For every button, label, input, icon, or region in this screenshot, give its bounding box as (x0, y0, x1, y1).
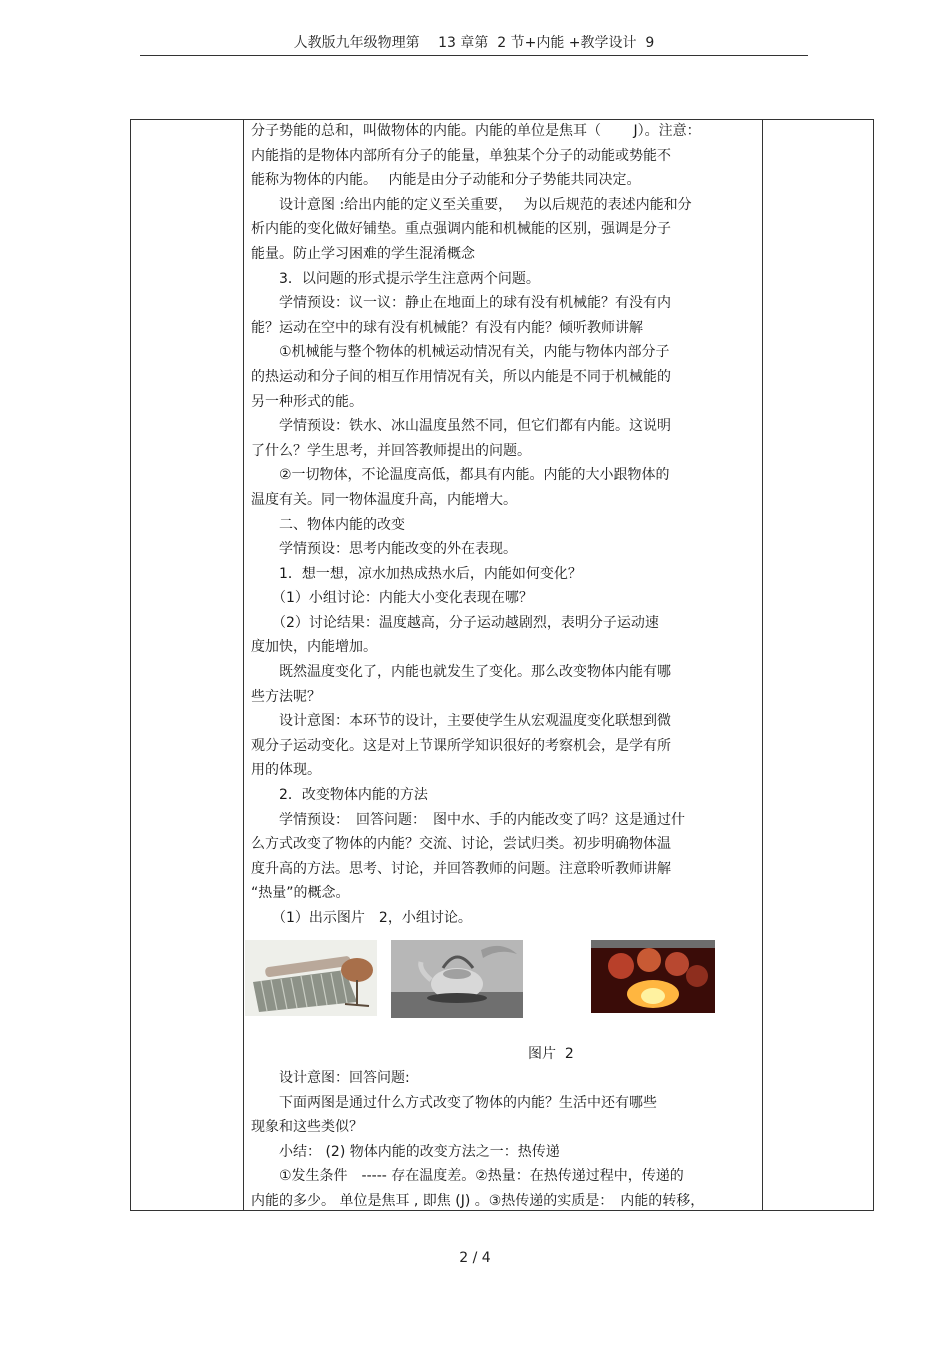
text-line: （2）讨论结果：温度越高，分子运动越剧烈，表明分子运动速 (251, 614, 659, 631)
text-line: 设计意图：本环节的设计，主要使学生从宏观温度变化联想到微 (251, 713, 671, 730)
text-line: 学情预设： 回答问题： 图中水、手的内能改变了吗？这是通过什 (251, 811, 685, 828)
text-line: 观分子运动变化。这是对上节课所学知识很好的考察机会，是学有所 (251, 737, 671, 754)
text-line: 分子势能的总和，叫做物体的内能。内能的单位是焦耳（ J）。注意： (251, 123, 701, 139)
text-line: 2．改变物体内能的方法 (251, 787, 428, 804)
text-line: 的热运动和分子间的相互作用情况有关，所以内能是不同于机械能的 (251, 368, 671, 385)
text-line: 学情预设：铁水、冰山温度虽然不同，但它们都有内能。这说明 (251, 418, 671, 435)
text-line: 析内能的变化做好铺垫。重点强调内能和机械能的区别，强调是分子 (251, 221, 671, 238)
table-column-divider-right (762, 119, 763, 1211)
text-line: 1．想一想，凉水加热成热水后，内能如何变化？ (251, 565, 582, 582)
text-line: 温度有关。同一物体温度升高，内能增大。 (251, 491, 517, 508)
figure-images (243, 938, 762, 1018)
text-line: 设计意图：回答问题: (251, 1070, 410, 1086)
text-line: （1）小组讨论：内能大小变化表现在哪？ (251, 590, 533, 607)
text-line: “热量”的概念。 (251, 885, 350, 902)
text-line: 内能的多少。 单位是焦耳 , 即焦 (J) 。③热传递的实质是： 内能的转移， (251, 1192, 705, 1209)
text-line: 3．以问题的形式提示学生注意两个问题。 (251, 270, 540, 287)
page-header: 人教版九年级物理第 13 章第 2 节+内能 +教学设计 9 (293, 35, 655, 51)
text-line: 学情预设：议一议：静止在地面上的球有没有机械能？有没有内 (251, 295, 671, 312)
text-line: （1）出示图片 2，小组讨论。 (251, 910, 472, 926)
text-line: 内能指的是物体内部所有分子的能量，单独某个分子的动能或势能不 (251, 147, 671, 164)
page-number: 2 / 4 (459, 1250, 491, 1266)
lesson-content (251, 119, 757, 931)
text-line: 了什么？学生思考，并回答教师提出的问题。 (251, 442, 531, 459)
text-line: 度升高的方法。思考、讨论，并回答教师的问题。注意聆听教师讲解 (251, 860, 671, 877)
text-line: 小结： (2) 物体内能的改变方法之一：热传递 (251, 1143, 560, 1160)
text-line: 能量。防止学习困难的学生混淆概念 (251, 245, 475, 262)
text-line: 既然温度变化了，内能也就发生了变化。那么改变物体内能有哪 (251, 664, 671, 681)
text-line: 度加快，内能增加。 (251, 639, 377, 656)
text-line: 另一种形式的能。 (251, 393, 363, 410)
section-heading: 二、物体内能的改变 (251, 516, 405, 533)
header-rule (140, 55, 808, 56)
text-line: ②一切物体，不论温度高低，都具有内能。内能的大小跟物体的 (251, 467, 670, 484)
text-line: 设计意图 :给出内能的定义至关重要， 为以后规范的表述内能和分 (251, 196, 692, 213)
kettle-on-stove-image (391, 940, 523, 1018)
text-line: 些方法呢？ (251, 688, 321, 705)
text-line: ①机械能与整个物体的机械运动情况有关，内能与物体内部分子 (251, 344, 670, 361)
children-by-fire-image (591, 940, 715, 1013)
text-line: 下面两图是通过什么方式改变了物体的内能？生活中还有哪些 (251, 1094, 657, 1111)
text-line: 么方式改变了物体的内能？交流、讨论，尝试归类。初步明确物体温 (251, 836, 671, 853)
text-line: 现象和这些类似？ (251, 1119, 363, 1136)
solar-water-heater-image (245, 940, 377, 1016)
lesson-content-lower (251, 1066, 757, 1214)
text-line: 用的体现。 (251, 762, 321, 779)
text-line: 能称为物体的内能。 内能是由分子动能和分子势能共同决定。 (251, 172, 641, 189)
table-column-divider-left (243, 119, 244, 1211)
text-line: 学情预设：思考内能改变的外在表现。 (251, 541, 517, 558)
figure-caption: 图片 2 (528, 1046, 574, 1062)
text-line: 能？运动在空中的球有没有机械能？有没有内能？倾听教师讲解 (251, 319, 643, 336)
text-line: ①发生条件 ----- 存在温度差。②热量：在热传递过程中，传递的 (251, 1168, 684, 1185)
